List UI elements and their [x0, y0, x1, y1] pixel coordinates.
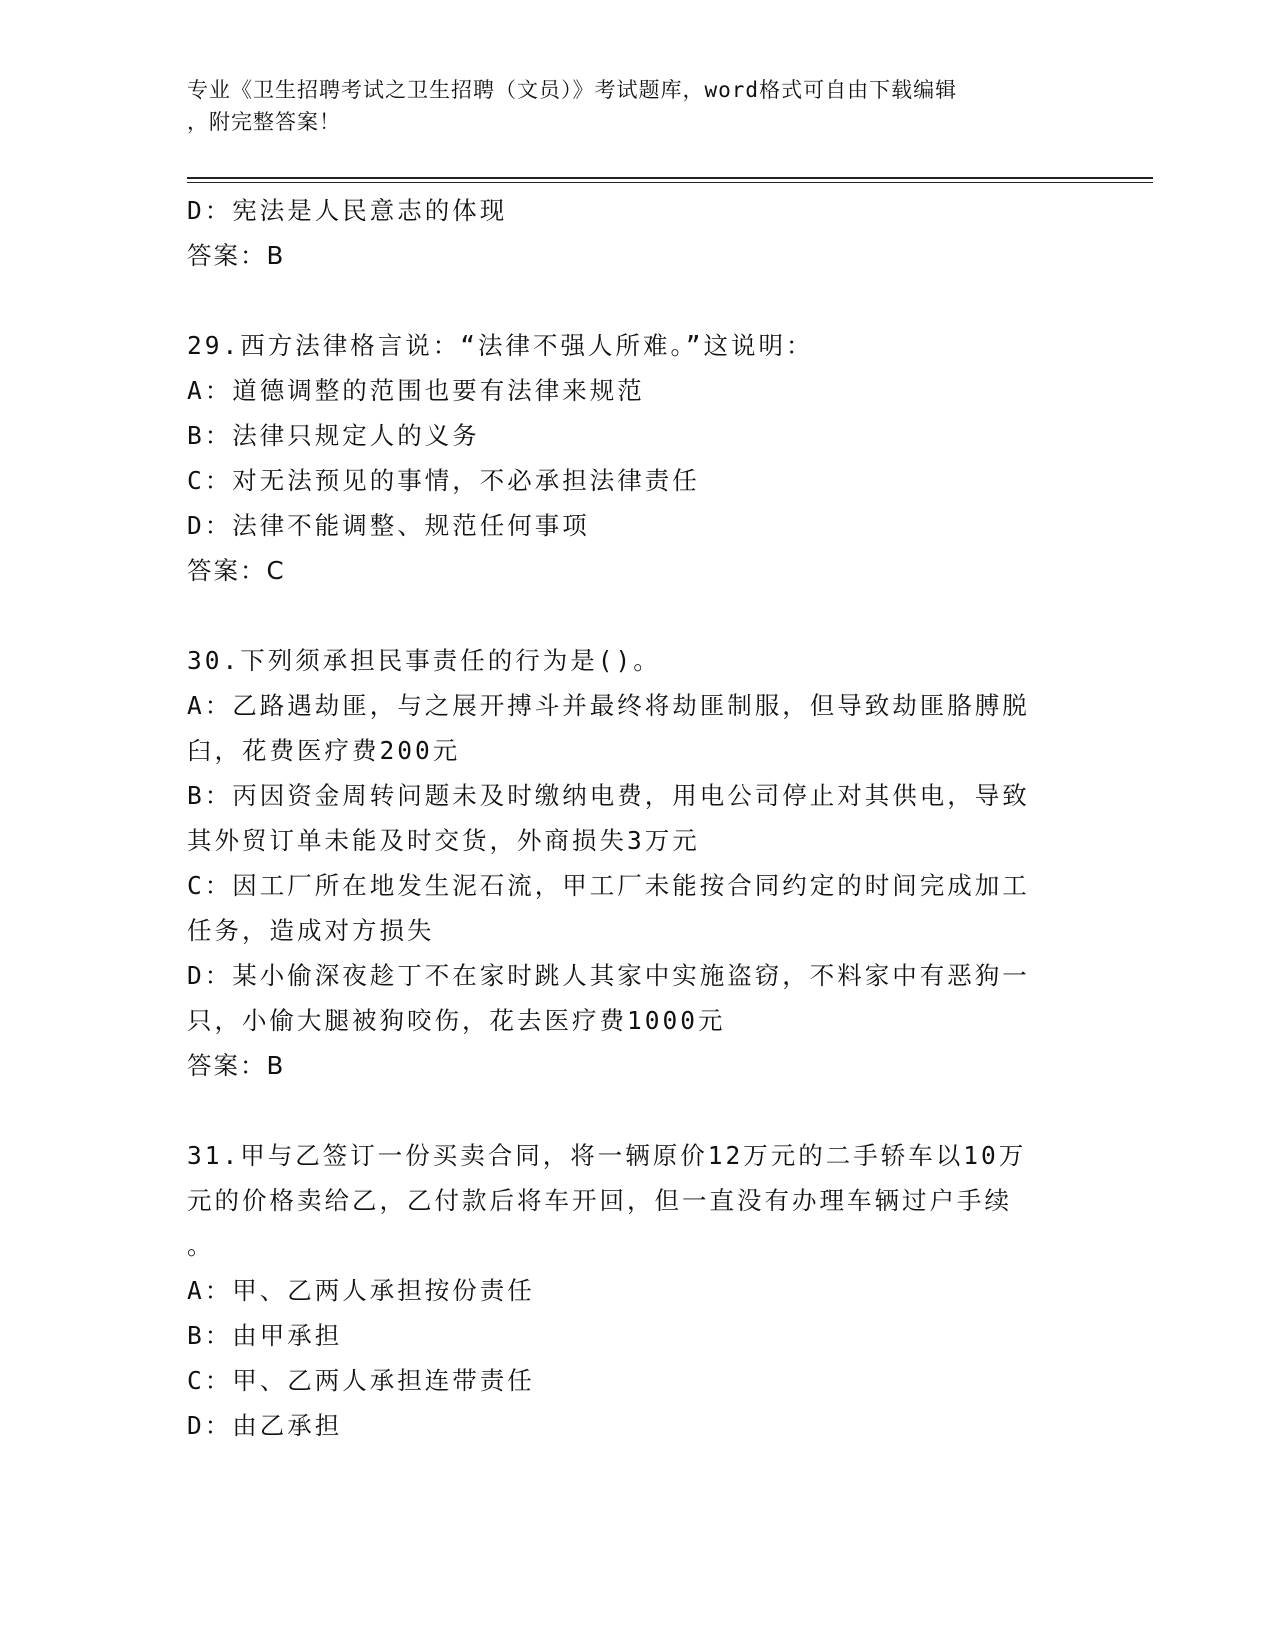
- question-stem: 29.西方法律格言说：“法律不强人所难。”这说明：: [187, 331, 814, 360]
- option-a-line-2: 臼，花费医疗费200元: [187, 736, 461, 765]
- question-stem-line-3: 。: [187, 1231, 215, 1260]
- option-d: D：法律不能调整、规范任何事项: [187, 511, 590, 540]
- question-stem-line-2: 元的价格卖给乙，乙付款后将车开回，但一直没有办理车辆过户手续: [187, 1186, 1012, 1215]
- header-line-2: ，附完整答案！: [187, 110, 341, 134]
- question-31: [187, 1133, 1077, 1448]
- question-stem: 30.下列须承担民事责任的行为是()。: [187, 646, 661, 675]
- header-divider-thick: [187, 177, 1153, 179]
- option-d-line-2: 只，小偷大腿被狗咬伤，花去医疗费1000元: [187, 1006, 726, 1035]
- page-header: [187, 74, 1067, 138]
- answer: 答案：B: [187, 1051, 286, 1080]
- option-d-line-1: D：某小偷深夜趁丁不在家时跳人其家中实施盗窃，不料家中有恶狗一: [187, 961, 1030, 990]
- question-content: [187, 188, 1077, 1448]
- option-b: B：法律只规定人的义务: [187, 421, 480, 450]
- question-stem-line-1: 31.甲与乙签订一份买卖合同，将一辆原价12万元的二手轿车以10万: [187, 1141, 1027, 1170]
- spacer: [187, 278, 1077, 323]
- option-b-line-2: 其外贸订单未能及时交货，外商损失3万元: [187, 826, 700, 855]
- option-b-line-1: B：丙因资金周转问题未及时缴纳电费，用电公司停止对其供电，导致: [187, 781, 1030, 810]
- header-line-1: 专业《卫生招聘考试之卫生招聘（文员）》考试题库，word格式可自由下载编辑: [187, 78, 958, 102]
- option-a: A：道德调整的范围也要有法律来规范: [187, 376, 645, 405]
- question-29: [187, 323, 1077, 593]
- option-a: A：甲、乙两人承担按份责任: [187, 1276, 535, 1305]
- prev-option-d: D：宪法是人民意志的体现: [187, 196, 508, 225]
- spacer: [187, 1088, 1077, 1133]
- option-b: B：由甲承担: [187, 1321, 343, 1350]
- option-c-line-2: 任务，造成对方损失: [187, 916, 435, 945]
- question-30: [187, 638, 1077, 1088]
- option-c-line-1: C：因工厂所在地发生泥石流，甲工厂未能按合同约定的时间完成加工: [187, 871, 1030, 900]
- option-c: C：甲、乙两人承担连带责任: [187, 1366, 535, 1395]
- spacer: [187, 593, 1077, 638]
- prev-answer: 答案：B: [187, 241, 286, 270]
- option-c: C：对无法预见的事情，不必承担法律责任: [187, 466, 700, 495]
- header-divider-thin: [187, 182, 1153, 183]
- option-d: D：由乙承担: [187, 1411, 343, 1440]
- answer: 答案：C: [187, 556, 286, 585]
- option-a-line-1: A：乙路遇劫匪，与之展开搏斗并最终将劫匪制服，但导致劫匪胳膊脱: [187, 691, 1030, 720]
